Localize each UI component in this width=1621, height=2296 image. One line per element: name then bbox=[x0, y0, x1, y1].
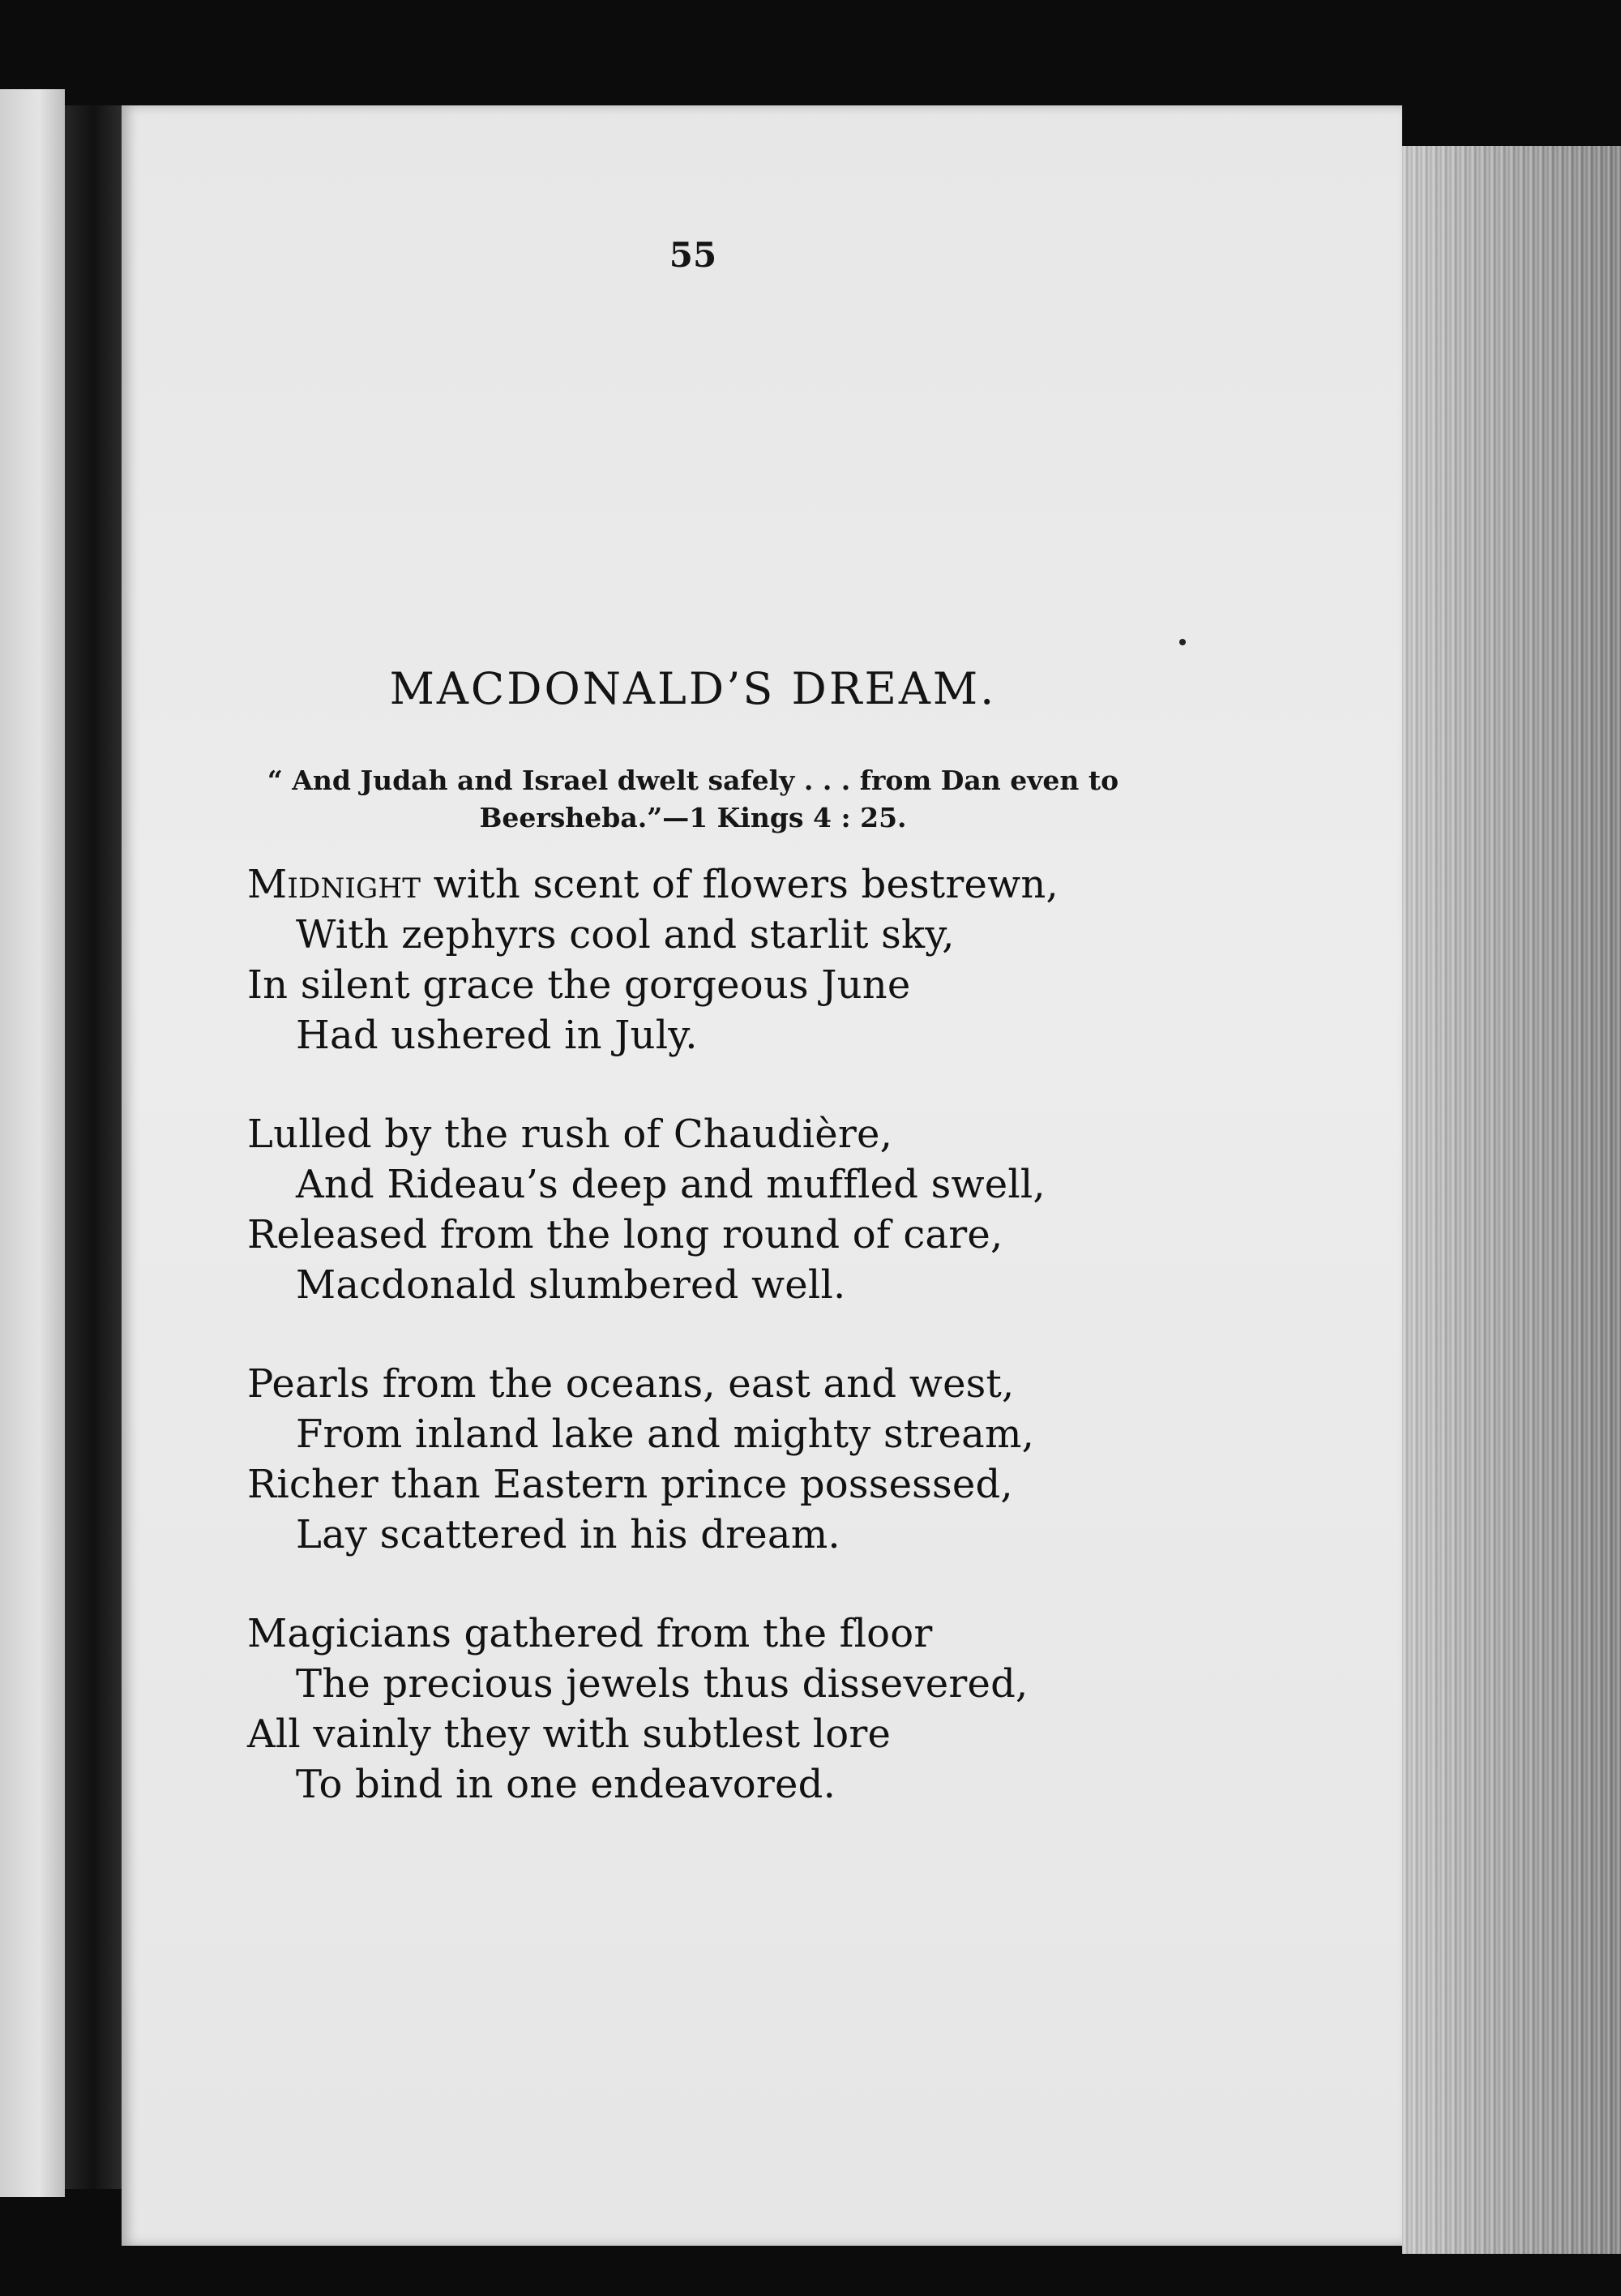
verse-line: Pearls from the oceans, east and west, bbox=[247, 1361, 1015, 1407]
poem-body bbox=[247, 859, 1059, 1858]
verse-line: In silent grace the gorgeous June bbox=[247, 962, 911, 1008]
verse-line: Macdonald slumbered well. bbox=[296, 1262, 846, 1308]
verse-opening-word: Midnight bbox=[247, 862, 421, 907]
verse-line: Magicians gathered from the floor bbox=[247, 1611, 933, 1656]
epigraph-line: Beersheba.”—1 Kings 4 : 25. bbox=[479, 802, 907, 833]
verse-line: Lulled by the rush of Chaudière, bbox=[247, 1112, 893, 1157]
verse-line: To bind in one endeavored. bbox=[296, 1762, 836, 1807]
verse-line: And Rideau’s deep and muffled swell, bbox=[296, 1162, 1046, 1207]
verse-line: All vainly they with subtlest lore bbox=[247, 1711, 892, 1757]
stanza bbox=[247, 1109, 1059, 1310]
facing-page-edge bbox=[0, 89, 65, 2197]
stanza bbox=[247, 1608, 1059, 1810]
stanza bbox=[247, 859, 1059, 1060]
book-spine bbox=[65, 105, 122, 2189]
print-speck bbox=[1179, 639, 1186, 645]
verse-line: The precious jewels thus dissevered, bbox=[296, 1661, 1029, 1707]
page-number: 55 bbox=[669, 235, 717, 275]
epigraph-line: “ And Judah and Israel dwelt safely . . . from Dan even to bbox=[267, 765, 1119, 796]
verse-line: Had ushered in July. bbox=[296, 1013, 698, 1058]
verse-line: From inland lake and mighty stream, bbox=[296, 1411, 1035, 1457]
stanza bbox=[247, 1359, 1059, 1560]
verse-line: With zephyrs cool and starlit sky, bbox=[296, 912, 955, 957]
verse-line-text: with scent of flowers bestrewn, bbox=[421, 862, 1059, 907]
epigraph bbox=[162, 762, 1224, 837]
poem-title: MACDONALD’S DREAM. bbox=[389, 663, 997, 714]
verse-line: Released from the long round of care, bbox=[247, 1212, 1003, 1257]
page-stack-edges bbox=[1402, 146, 1621, 2254]
verse-line bbox=[247, 859, 1059, 910]
verse-line: Lay scattered in his dream. bbox=[296, 1512, 840, 1557]
verse-line: Richer than Eastern prince possessed, bbox=[247, 1462, 1013, 1507]
